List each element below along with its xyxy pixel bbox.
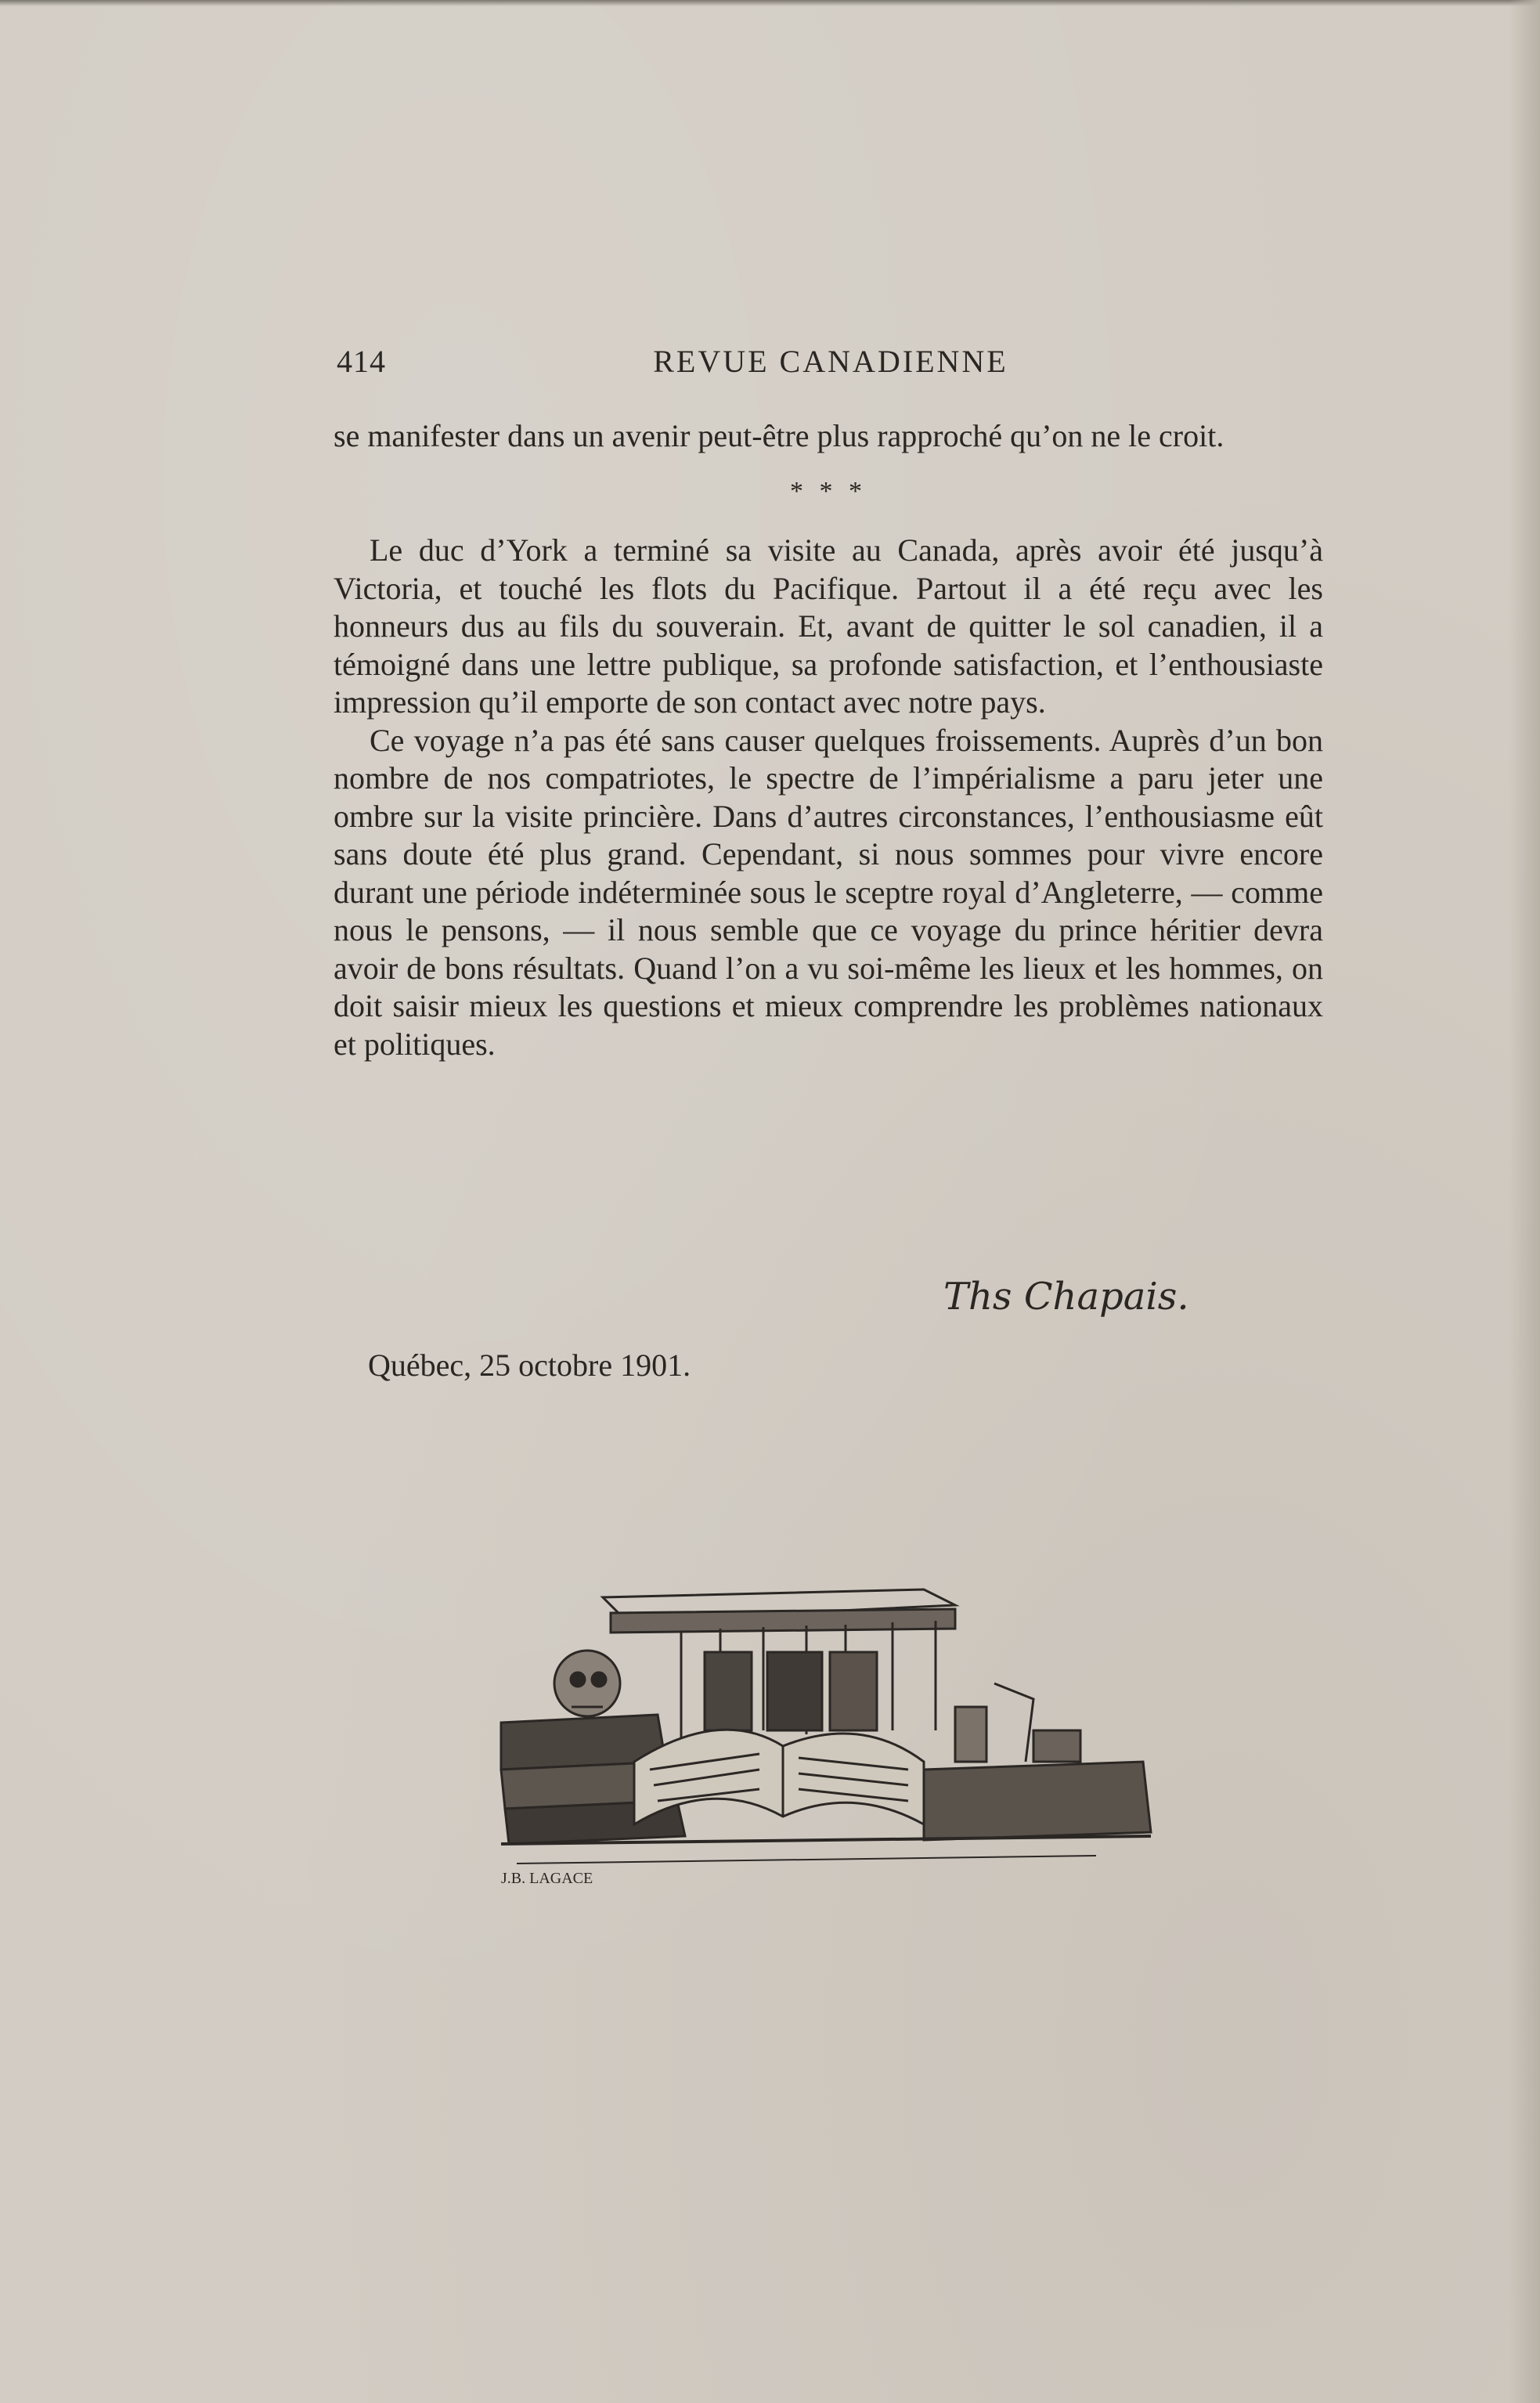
running-title: REVUE CANADIENNE xyxy=(653,344,1008,379)
signature-text: Ths Chapais. xyxy=(943,1275,1189,1319)
paragraph-2: Ce voyage n’a pas été sans causer quelques froissements. Auprès d’un bon nombre de nos compatriotes, le spectre de l’impérialisme a paru jeter une ombre sur la visite princière. Dans d’autres circonstances, l’enthousiasme eût sans doute été plus grand. Cependant, si nous sommes pour vivre encore durant une période indéterminée sous le sceptre royal d’Angleterre, — comme nous le pensons, — il nous semble que ce voyage du prince héritier devra avoir de bons résultats. Quand l’on a vu soi-même les lieux et les hommes, on doit saisir mieux les questions et mieux comprendre les problèmes nationaux et politiques. xyxy=(334,722,1323,1062)
vignette-artist-signature: J.B. LAGACE xyxy=(501,1870,593,1887)
books-vignette xyxy=(485,1566,1159,1895)
continuation-paragraph: se manifester dans un avenir peut-être plus rapproché qu’on ne le croit. xyxy=(334,418,1224,453)
books-vignette-icon xyxy=(485,1566,1159,1895)
article-text xyxy=(334,417,1323,1063)
signature-handwriting-icon xyxy=(943,1268,1272,1323)
page-top-edge xyxy=(0,0,1540,6)
paragraph-1: Le duc d’York a terminé sa visite au Canada, après avoir été jusqu’à Victoria, et touché les flots du Pacifique. Partout il a été reçu avec les honneurs dus au fils du souverain. Et, avant de quitter le sol canadien, il a témoigné dans une lettre publique, sa profonde satisfaction, et l’enthousiaste impression qu’il emporte de son contact avec notre pays. xyxy=(334,532,1323,720)
page-number: 414 xyxy=(337,344,386,379)
dateline: Québec, 25 octobre 1901. xyxy=(368,1348,691,1383)
author-signature xyxy=(943,1268,1272,1323)
page-right-edge xyxy=(1509,0,1540,2403)
section-separator: * * * xyxy=(790,476,867,506)
page-header xyxy=(337,343,1325,390)
